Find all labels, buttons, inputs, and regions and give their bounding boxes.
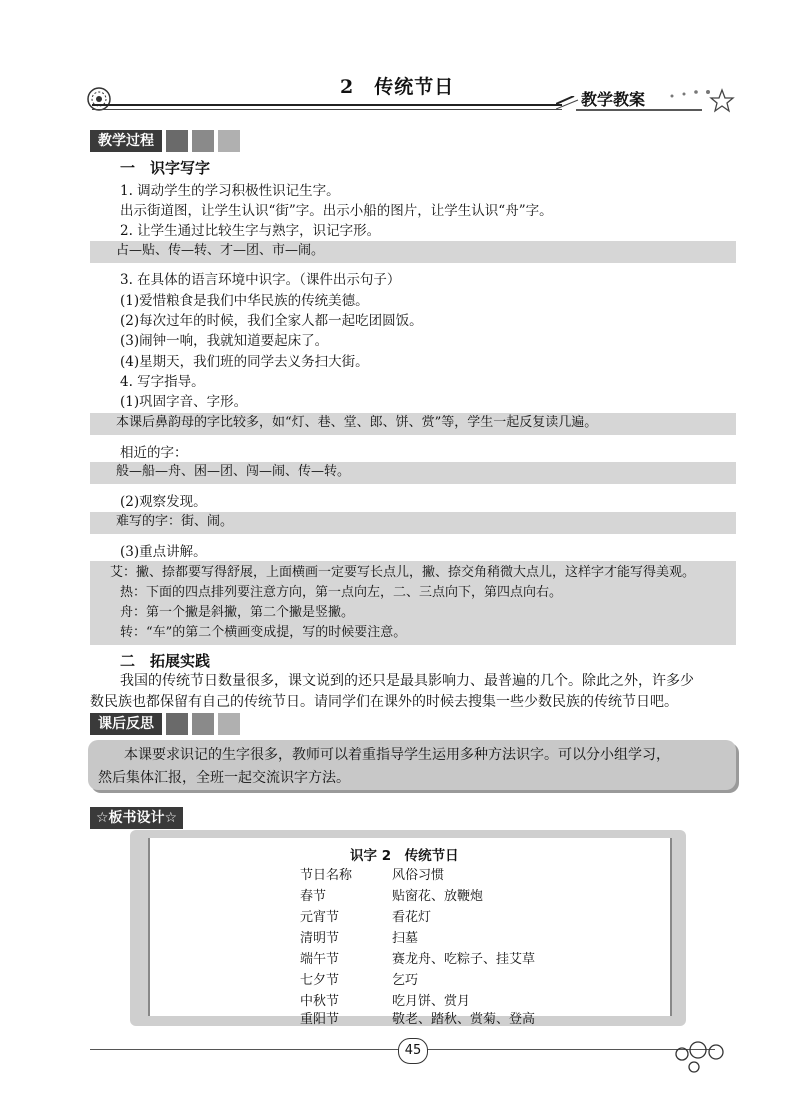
header-rule-thin xyxy=(92,109,562,110)
badge-square xyxy=(218,130,240,152)
reflection-line: 然后集体汇报，全班一起交流识字方法。 xyxy=(98,770,350,786)
text-line: 数民族也都保留有自己的传统节日。请同学们在课外的时候去搜集一些少数民族的传统节日吧。 xyxy=(90,694,678,710)
highlight-box: 般—船—舟、困—团、闯—闹、传—转。 xyxy=(90,462,736,484)
highlight-block xyxy=(90,561,736,645)
badge-label: 课后反思 xyxy=(90,713,162,735)
board-custom: 贴窗花、放鞭炮 xyxy=(392,889,484,904)
board-festival: 中秋节 xyxy=(300,994,340,1009)
section1-heading: 一 识字写字 xyxy=(120,159,211,177)
board-custom: 赛龙舟、吃粽子、挂艾草 xyxy=(392,952,536,967)
page-number: 45 xyxy=(398,1038,428,1064)
text-line: (2)观察发现。 xyxy=(120,494,207,510)
reflection-box xyxy=(88,740,736,790)
header-label: 教学教案 xyxy=(581,90,646,109)
badge-square xyxy=(218,713,240,735)
text-line: 2. 让学生通过比较生字与熟字，识记字形。 xyxy=(120,223,381,239)
board-title: 识字 2 传统节日 xyxy=(350,848,459,864)
lesson-title: 2 传统节日 xyxy=(340,76,455,98)
board-custom: 吃月饼、赏月 xyxy=(392,994,471,1009)
board-festival: 七夕节 xyxy=(300,973,340,988)
text-line: (1)爱惜粮食是我们中华民族的传统美德。 xyxy=(120,293,369,309)
stroke-note: 转：“车”的第二个横画变成提，写的时候要注意。 xyxy=(120,625,407,640)
footer-circles-decoration xyxy=(670,1040,730,1076)
board-festival: 春节 xyxy=(300,889,327,904)
text-line: 1. 调动学生的学习积极性识记生字。 xyxy=(120,183,340,199)
highlight-box: 占—贴、传—转、才—团、市—闹。 xyxy=(90,241,736,263)
text-line: 4. 写字指导。 xyxy=(120,374,205,390)
text-line: (3)闹钟一响，我就知道要起床了。 xyxy=(120,333,329,349)
badge-square xyxy=(192,130,214,152)
board-festival: 清明节 xyxy=(300,931,340,946)
reflection-line: 本课要求识记的生字很多，教师可以着重指导学生运用多种方法识字。可以分小组学习， xyxy=(124,747,670,763)
text-line: 相近的字： xyxy=(120,445,188,461)
text-line: (3)重点讲解。 xyxy=(120,544,207,560)
board-custom: 敬老、踏秋、赏菊、登高 xyxy=(392,1012,536,1027)
highlight-box: 本课后鼻韵母的字比较多，如“灯、巷、堂、郎、饼、赏”等，学生一起反复读几遍。 xyxy=(90,413,736,435)
badge-label: 教学过程 xyxy=(90,130,162,152)
text-line: 3. 在具体的语言环境中识字。（课件出示句子） xyxy=(120,272,401,288)
header-rule xyxy=(92,104,562,106)
board-header-custom: 风俗习惯 xyxy=(392,868,445,883)
text-line: (2)每次过年的时候，我们全家人都一起吃团圆饭。 xyxy=(120,313,423,329)
board-festival: 端午节 xyxy=(300,952,340,967)
section-badge-reflection xyxy=(90,713,240,735)
badge-square xyxy=(192,713,214,735)
board-custom: 乞巧 xyxy=(392,973,419,988)
board-design-badge: ☆板书设计☆ xyxy=(90,807,183,829)
text-line: (4)星期天，我们班的同学去义务扫大街。 xyxy=(120,354,369,370)
board-custom: 扫墓 xyxy=(392,931,419,946)
board-festival: 重阳节 xyxy=(300,1012,340,1027)
stroke-note: 舟：第一个撇是斜撇，第二个撇是竖撇。 xyxy=(120,605,355,620)
stroke-note: 艾：撇、捺都要写得舒展，上面横画一定要写长点儿，撇、捺交角稍微大点儿，这样字才能写得美观。 xyxy=(110,565,696,580)
text-line: (1)巩固字音、字形。 xyxy=(120,394,248,410)
board-festival: 元宵节 xyxy=(300,910,340,925)
stroke-note: 热：下面的四点排列要注意方向，第一点向左，二、三点向下，第四点向右。 xyxy=(120,585,563,600)
board-header-festival: 节日名称 xyxy=(300,868,353,883)
highlight-box: 难写的字：街、闹。 xyxy=(90,512,736,534)
badge-square xyxy=(166,713,188,735)
badge-square xyxy=(166,130,188,152)
section-badge-process xyxy=(90,130,240,152)
text-line: 出示街道图，让学生认识“街”字。出示小船的图片，让学生认识“舟”字。 xyxy=(120,203,553,219)
text-line: 我国的传统节日数量很多，课文说到的还只是最具影响力、最普遍的几个。除此之外，许多少 xyxy=(120,673,694,689)
section2-heading: 二 拓展实践 xyxy=(120,652,211,670)
board-custom: 看花灯 xyxy=(392,910,432,925)
